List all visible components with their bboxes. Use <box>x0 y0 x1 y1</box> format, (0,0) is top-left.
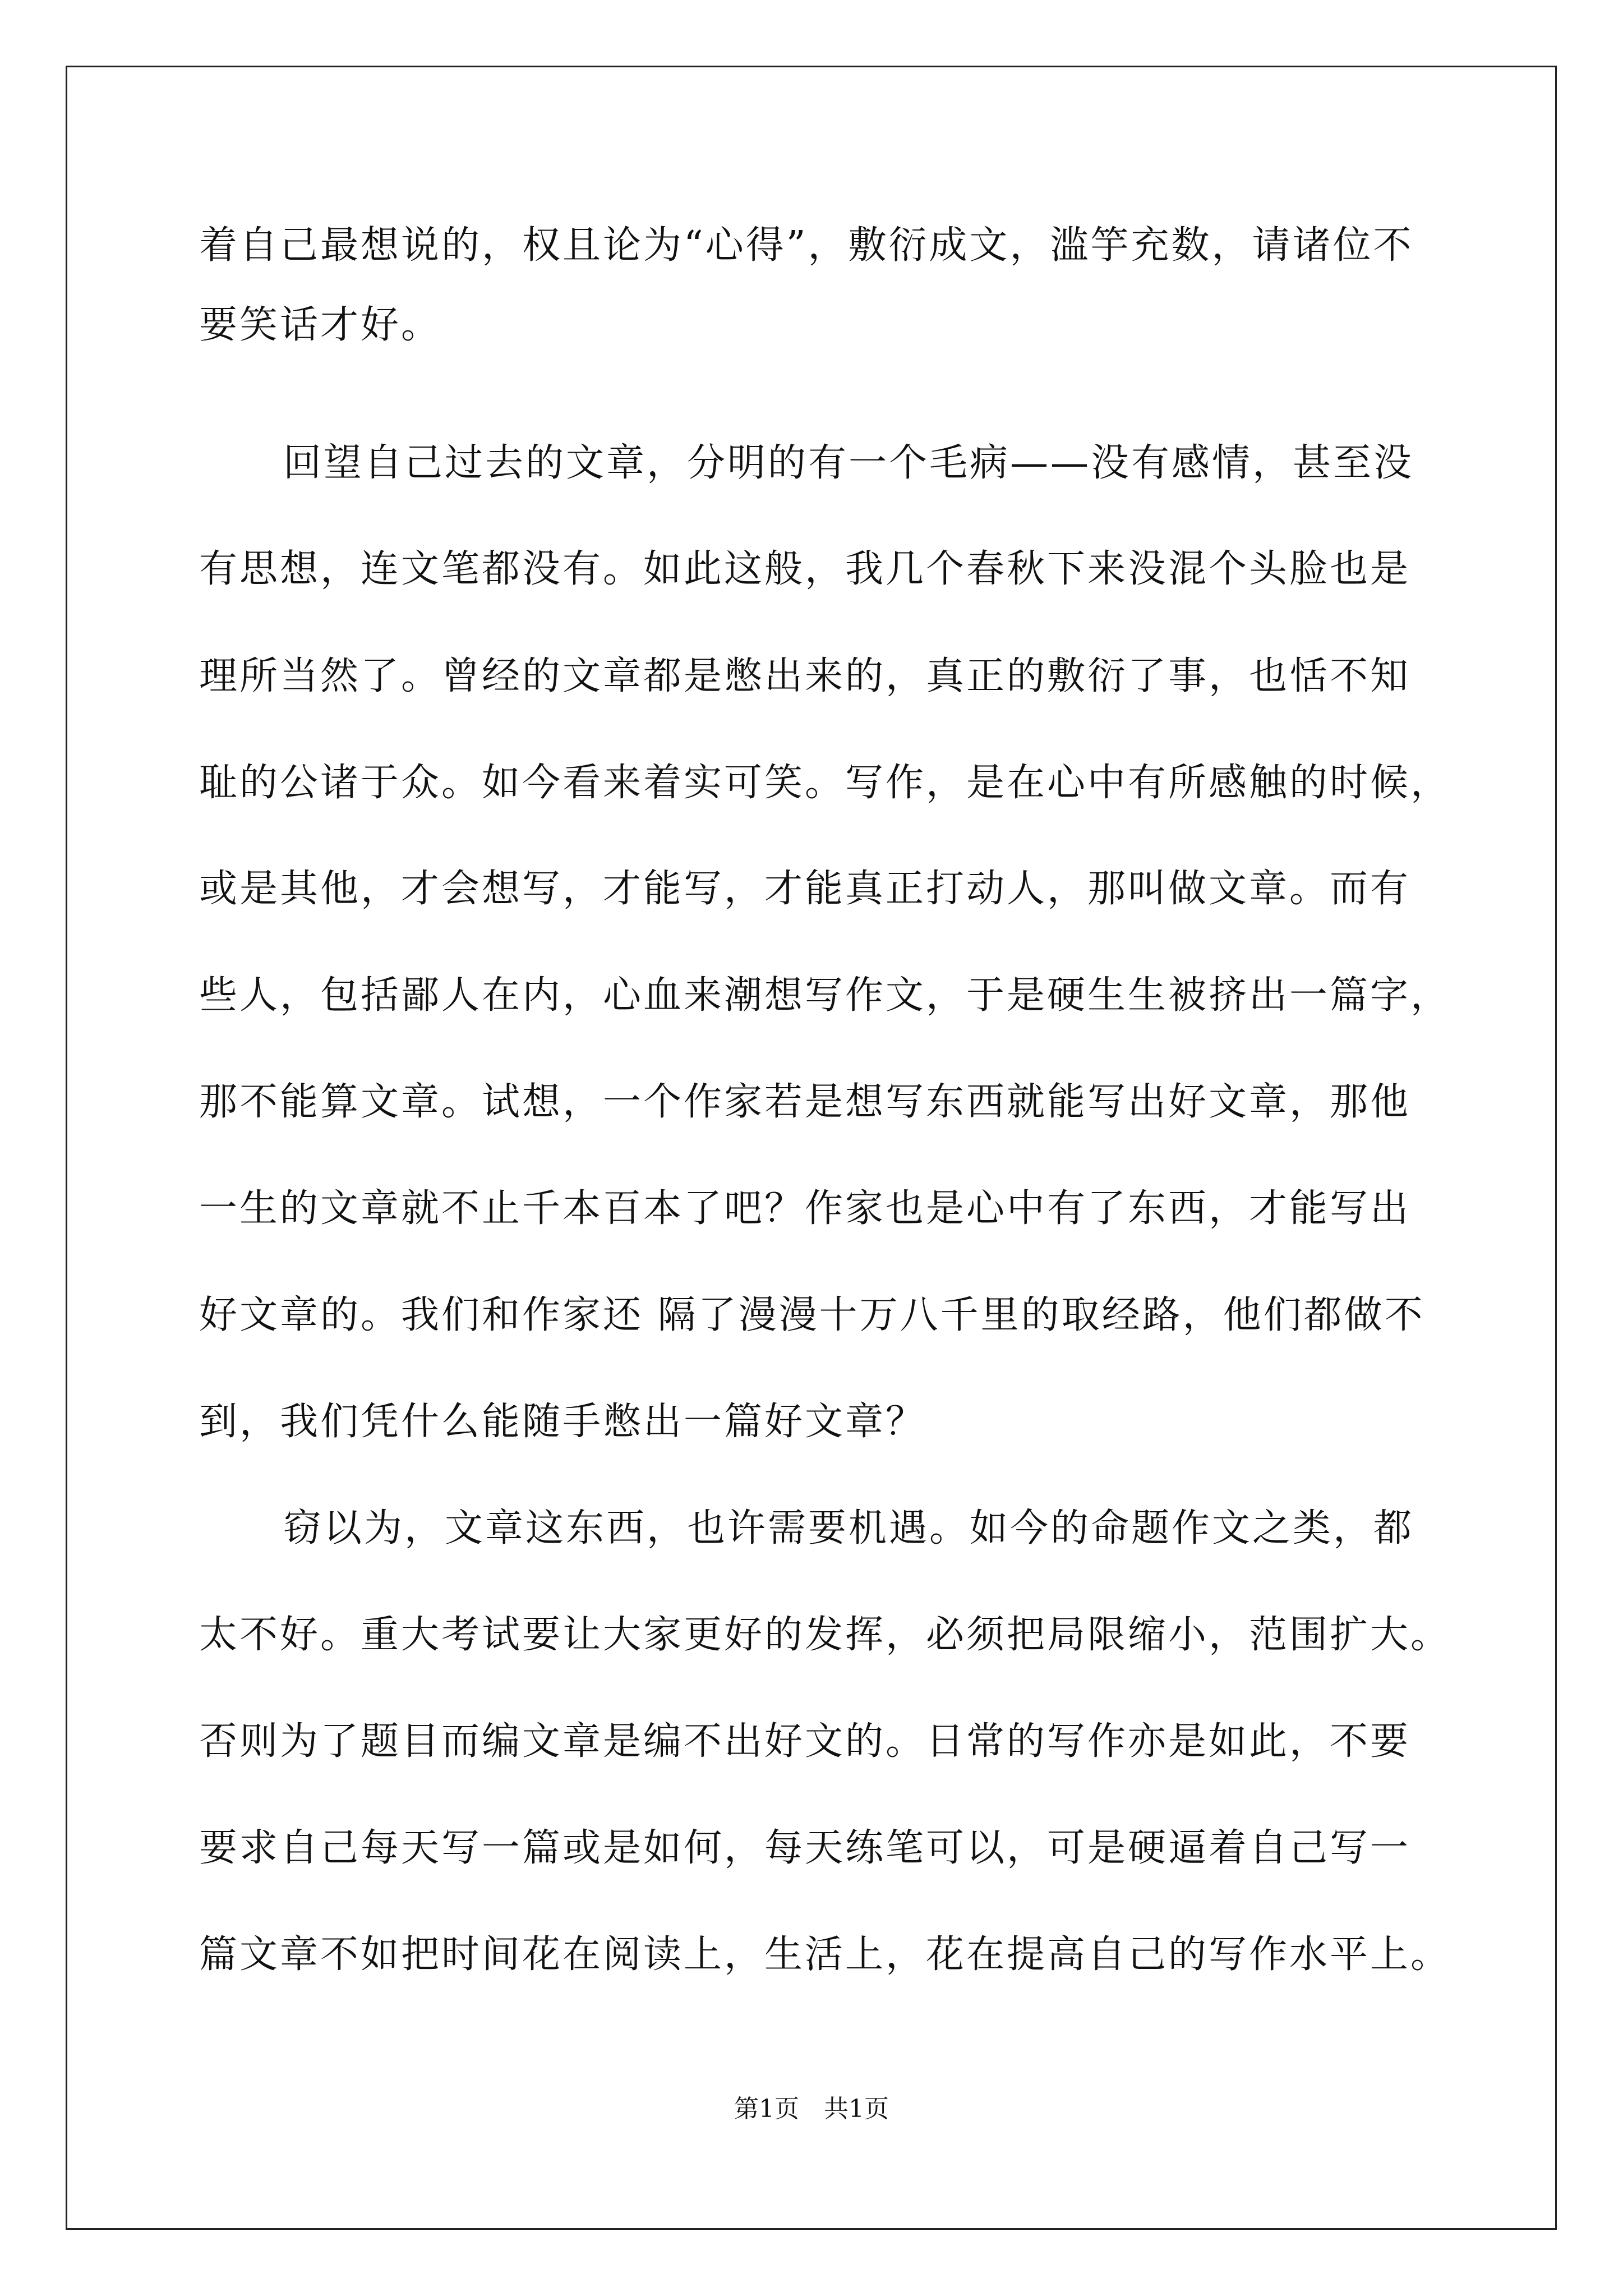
text-line-12: 到，我们凭什么能随手憋出一篇好文章？ <box>199 1400 926 1444</box>
page-border <box>66 66 1557 2230</box>
text-line-1: 着自己最想说的，权且论为“心得”，敷衍成文，滥竽充数，请诸位不 <box>199 223 1414 268</box>
text-line-9: 那不能算文章。试想，一个作家若是想写东西就能写出好文章，那他 <box>199 1080 1411 1124</box>
text-line-7: 或是其他，才会想写，才能写，才能真正打动人，那叫做文章。而有 <box>199 867 1411 911</box>
page-footer: 第1页 共1页 <box>734 2095 889 2123</box>
text-line-15: 否则为了题目而编文章是编不出好文的。日常的写作亦是如此，不要 <box>199 1719 1411 1764</box>
paragraph-start-line: 窃以为，文章这东西，也许需要机遇。如今的命题作文之类，都 <box>283 1506 1414 1550</box>
paragraph-start-line: 回望自己过去的文章，分明的有一个毛病——没有感情，甚至没 <box>283 441 1414 485</box>
text-line-11: 好文章的。我们和作家还 隔了漫漫十万八千里的取经路，他们都做不 <box>199 1293 1425 1337</box>
text-line-17: 篇文章不如把时间花在阅读上，生活上，花在提高自己的写作水平上。 <box>199 1932 1451 1977</box>
text-line-14: 太不好。重大考试要让大家更好的发挥，必须把局限缩小，范围扩大。 <box>199 1613 1451 1657</box>
text-line-16: 要求自己每天写一篇或是如何，每天练笔可以，可是硬逼着自己写一 <box>199 1826 1411 1870</box>
text-line-4: 有思想，连文笔都没有。如此这般，我几个春秋下来没混个头脸也是 <box>199 547 1411 591</box>
text-line-8: 些人，包括鄙人在内，心血来潮想写作文，于是硬生生被挤出一篇字， <box>199 973 1451 1018</box>
text-line-10: 一生的文章就不止千本百本了吧？作家也是心中有了东西，才能写出 <box>199 1186 1411 1231</box>
text-line-5: 理所当然了。曾经的文章都是憋出来的，真正的敷衍了事，也恬不知 <box>199 654 1411 698</box>
text-line-6: 耻的公诸于众。如今看来着实可笑。写作，是在心中有所感触的时候， <box>199 761 1451 805</box>
text-line-2: 要笑话才好。 <box>199 303 442 347</box>
